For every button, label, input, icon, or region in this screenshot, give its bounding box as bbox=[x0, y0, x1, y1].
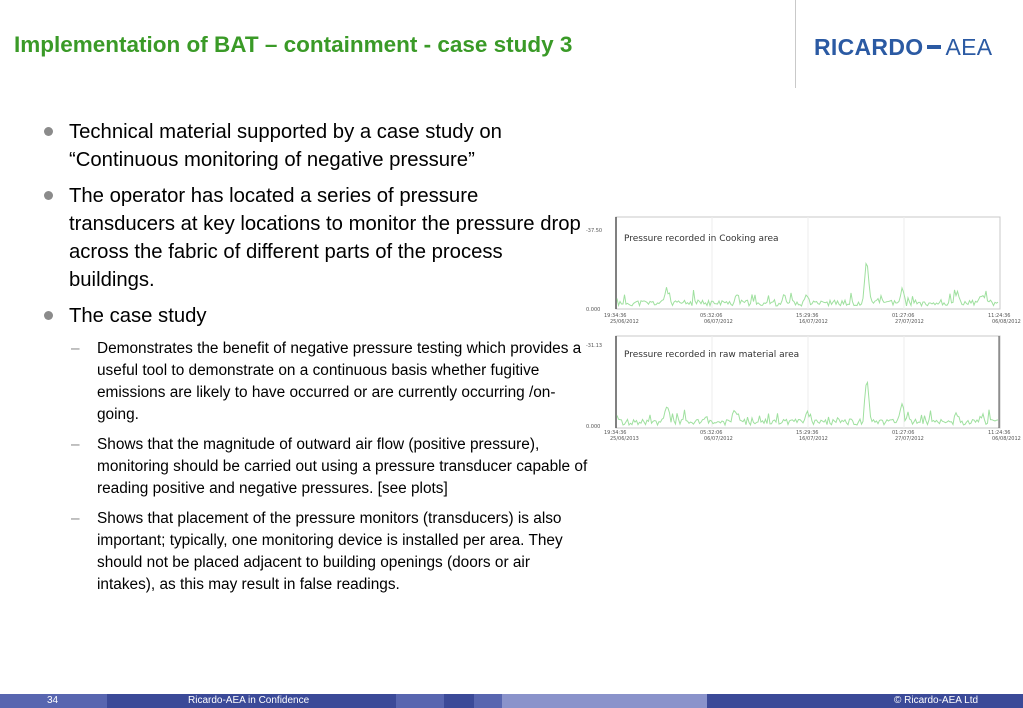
plot-title: Pressure recorded in Cooking area bbox=[624, 234, 779, 244]
sub-bullet-item bbox=[40, 508, 588, 596]
x-tick-date: 25/06/2012 bbox=[610, 319, 639, 325]
slide-body bbox=[40, 118, 588, 604]
footer-copyright: © Ricardo-AEA Ltd bbox=[894, 695, 979, 706]
x-tick-time: 11:24:36 bbox=[988, 313, 1011, 319]
bullet-dot-icon bbox=[44, 127, 53, 136]
y-axis-bottom-label: 0.000 bbox=[586, 307, 601, 313]
footer-segment bbox=[474, 694, 502, 708]
x-tick-time: 19:34:36 bbox=[604, 430, 627, 436]
x-tick-time: 19:34:36 bbox=[604, 313, 627, 319]
footer-confidentiality: Ricardo-AEA in Confidence bbox=[188, 695, 310, 706]
x-tick-date: 06/08/2012 bbox=[992, 319, 1021, 325]
bullet-item bbox=[40, 118, 588, 174]
x-tick-time: 01:27:06 bbox=[892, 430, 915, 436]
page-number: 34 bbox=[47, 695, 59, 706]
x-tick-time: 01:27:06 bbox=[892, 313, 915, 319]
dash-icon: – bbox=[71, 510, 80, 527]
x-tick-date: 06/07/2012 bbox=[704, 436, 733, 442]
x-tick-date: 16/07/2012 bbox=[799, 319, 828, 325]
x-tick-time: 05:32:06 bbox=[700, 313, 723, 319]
sub-bullet-text: Shows that the magnitude of outward air flow (positive pressure), monitoring should be carried out using a pressure transducer capable of reading positive and negative pressures. [see plots] bbox=[97, 436, 588, 497]
pressure-plot-cooking bbox=[586, 214, 1023, 326]
y-axis-top-label: -37.50 bbox=[586, 228, 603, 234]
ricardo-aea-logo bbox=[814, 34, 992, 61]
y-axis-top-label: -31.13 bbox=[586, 343, 603, 349]
bullet-dot-icon bbox=[44, 311, 53, 320]
dash-icon: – bbox=[71, 340, 80, 357]
x-tick-date: 25/06/2013 bbox=[610, 436, 639, 442]
bullet-text: The case study bbox=[69, 305, 207, 327]
bullet-text: Technical material supported by a case study on “Continuous monitoring of negative pressure” bbox=[69, 121, 502, 171]
bullet-text: The operator has located a series of pressure transducers at key locations to monitor the pressure drop across the fabric of different parts of the process buildings. bbox=[69, 185, 581, 291]
footer-bar bbox=[0, 694, 1023, 708]
sub-bullet-text: Shows that placement of the pressure monitors (transducers) is also important; typically, one monitoring device is installed per area. They should not be placed adjacent to building openings (doors or air intakes), as this may result in false readings. bbox=[97, 510, 563, 593]
x-tick-date: 16/07/2012 bbox=[799, 436, 828, 442]
pressure-plot-raw-material bbox=[586, 333, 1023, 445]
y-axis-bottom-label: 0.000 bbox=[586, 424, 601, 430]
x-tick-date: 27/07/2012 bbox=[895, 436, 924, 442]
x-axis-ticks bbox=[604, 313, 1021, 325]
x-tick-date: 27/07/2012 bbox=[895, 319, 924, 325]
slide-title: Implementation of BAT – containment - case study 3 bbox=[14, 32, 573, 57]
sub-bullet-item bbox=[40, 434, 588, 500]
x-axis-ticks bbox=[604, 430, 1021, 442]
logo-text-aea: AEA bbox=[945, 34, 993, 60]
x-tick-time: 11:24:36 bbox=[988, 430, 1011, 436]
x-tick-date: 06/07/2012 bbox=[704, 319, 733, 325]
footer-segment bbox=[396, 694, 444, 708]
bullet-item bbox=[40, 302, 588, 330]
header-divider bbox=[795, 0, 796, 88]
bullet-dot-icon bbox=[44, 191, 53, 200]
x-tick-date: 06/08/2012 bbox=[992, 436, 1021, 442]
x-tick-time: 15:29:36 bbox=[796, 313, 819, 319]
x-tick-time: 05:32:06 bbox=[700, 430, 723, 436]
dash-icon: – bbox=[71, 436, 80, 453]
x-tick-time: 15:29:36 bbox=[796, 430, 819, 436]
sub-bullet-item bbox=[40, 338, 588, 426]
bullet-item bbox=[40, 182, 588, 294]
logo-text-ricardo: RICARDO bbox=[814, 34, 924, 60]
sub-bullet-text: Demonstrates the benefit of negative pressure testing which provides a useful tool to demonstrate on a continuous basis whether fugitive emissions are likely to have occurred or are currently occurring /on-going. bbox=[97, 340, 582, 423]
logo-dash bbox=[927, 45, 941, 49]
footer-segment bbox=[502, 694, 707, 708]
plot-title: Pressure recorded in raw material area bbox=[624, 350, 800, 360]
